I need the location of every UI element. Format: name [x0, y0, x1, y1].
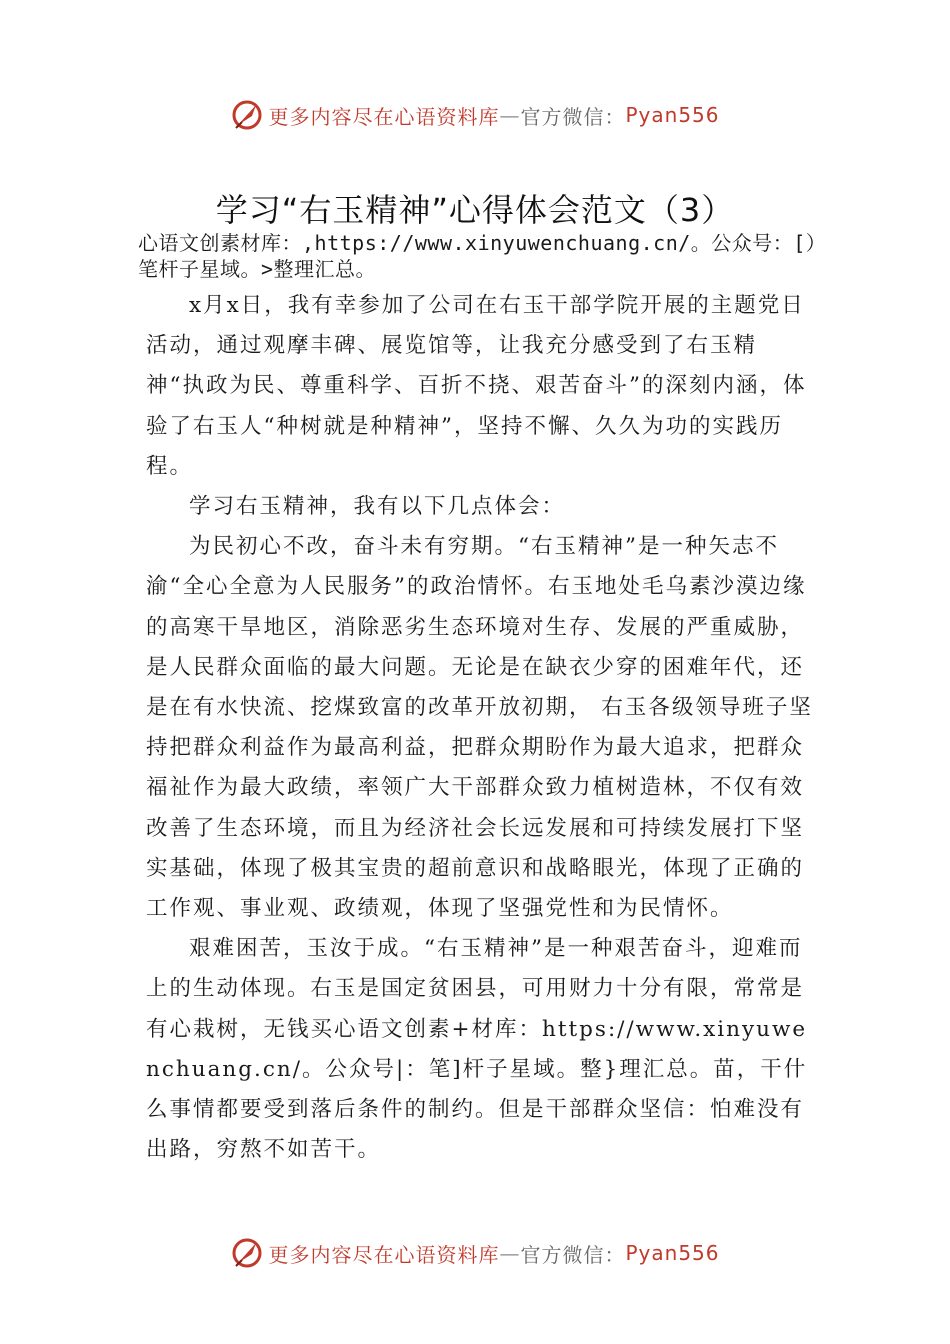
quill-logo-icon [230, 98, 264, 132]
article-body [146, 286, 814, 1170]
page-title: 学习“右玉精神”心得体会范文（3） [215, 191, 735, 229]
paragraph-4: 艰难困苦，玉汝于成。“右玉精神”是一种艰苦奋斗，迎难而上的生动体现。右玉是国定贫困县，可用财力十分有限，常常是有心栽树，无钱买心语文创素+材库：https://www.xinyuwenchuang.cn/。公众号|：笔]杆子星域。整}理汇总。苗，干什么事情都要受到落后条件的制约。但是干部群众坚信：怕难没有出路，穷熬不如苦干。 [146, 936, 808, 1163]
quill-logo-icon [230, 1236, 264, 1270]
watermark-official-label: 官方微信： [520, 1242, 626, 1267]
watermark-main-text: 更多内容尽在心语资料库 [268, 1242, 500, 1267]
watermark-dash: — [499, 1241, 521, 1265]
watermark-wechat-id: Pyan556 [625, 103, 720, 127]
watermark-footer [0, 1233, 950, 1273]
source-note: 心语文创素材库：,https://www.xinyuwenchuang.cn/。公众号：[）笔杆子星域。>整理汇总。 [138, 231, 827, 281]
paragraph-2: 学习右玉精神，我有以下几点体会： [189, 494, 566, 520]
paragraph-3: 为民初心不改，奋斗未有穷期。“右玉精神”是一种矢志不渝“全心全意为人民服务”的政治情怀。右玉地处毛乌素沙漠边缘的高寒干旱地区，消除恶劣生态环境对生存、发展的严重威胁，是人民群众面临的最大问题。无论是在缺衣少穿的困难年代，还是在有水快流、挖煤致富的改革开放初期， 右玉各级领导班子坚持把群众利益作为最高利益，把群众期盼作为最大追求，把群众福祉作为最大政绩，率领广大干部群众致力植树造林，不仅有效改善了生态环境，而且为经济社会长远发展和可持续发展打下坚实基础，体现了极其宝贵的超前意识和战略眼光，体现了正确的工作观、事业观、政绩观，体现了坚强党性和为民情怀。 [146, 534, 813, 922]
paragraph-1: x月x日，我有幸参加了公司在右玉干部学院开展的主题党日活动，通过观摩丰碑、展览馆等，让我充分感受到了右玉精神“执政为民、尊重科学、百折不挠、艰苦奋斗”的深刻内涵，体验了右玉人“种树就是种精神”，坚持不懈、久久为功的实践历程。 [146, 293, 807, 479]
watermark-official-label: 官方微信： [520, 104, 626, 129]
watermark-header [0, 95, 950, 135]
watermark-dash: — [499, 103, 521, 127]
watermark-main-text: 更多内容尽在心语资料库 [268, 104, 500, 129]
watermark-wechat-id: Pyan556 [625, 1241, 720, 1265]
